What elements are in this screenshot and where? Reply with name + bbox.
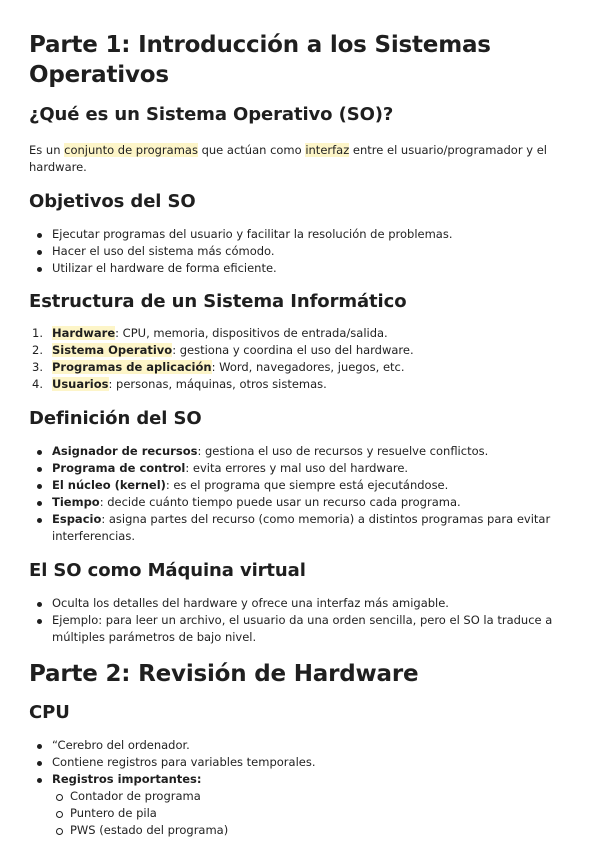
what-is-paragraph <box>29 142 570 176</box>
desc: : asigna partes del recurso (como memoria) a distintos programas para evitar interferencias. <box>52 512 551 543</box>
list-item <box>29 443 570 460</box>
objetivos-list <box>29 226 570 277</box>
list-item: Ejecutar programas del usuario y facilitar la resolución de problemas. <box>29 226 570 243</box>
item-number: 3. <box>32 360 43 374</box>
desc: : es el programa que siempre está ejecutándose. <box>165 478 449 492</box>
what-is-text-3: entre el usuario/programador y el hardware. <box>29 143 547 174</box>
maquina-heading: El SO como Máquina virtual <box>29 560 306 581</box>
desc: : gestiona y coordina el uso del hardware. <box>172 343 414 357</box>
desc: : Word, navegadores, juegos, etc. <box>211 360 405 374</box>
definicion-list <box>29 443 570 545</box>
list-item: PWS (estado del programa) <box>52 822 570 839</box>
registros-list <box>52 788 570 839</box>
list-item <box>29 511 570 545</box>
list-item: Utilizar el hardware de forma eficiente. <box>29 260 570 277</box>
term: Asignador de recursos <box>52 444 198 458</box>
estructura-heading: Estructura de un Sistema Informático <box>29 291 407 312</box>
list-item <box>29 771 570 839</box>
list-item <box>29 376 570 393</box>
list-item <box>29 460 570 477</box>
desc: : evita errores y mal uso del hardware. <box>185 461 409 475</box>
registros-label: Registros importantes: <box>52 772 202 786</box>
term: Espacio <box>52 512 102 526</box>
objetivos-heading: Objetivos del SO <box>29 191 196 212</box>
estructura-list <box>29 325 570 393</box>
term: Programas de aplicación <box>52 360 212 374</box>
highlight-interfaz: interfaz <box>305 143 350 157</box>
term: Hardware <box>52 326 116 340</box>
cpu-list <box>29 737 570 839</box>
maquina-list <box>29 595 570 646</box>
list-item: Contador de programa <box>52 788 570 805</box>
list-item: Ejemplo: para leer un archivo, el usuario da una orden sencilla, pero el SO la traduce a múltiples parámetros de bajo nivel. <box>29 612 570 646</box>
item-number: 2. <box>32 343 43 357</box>
list-item <box>29 342 570 359</box>
what-is-text-2: que actúan como <box>197 143 306 157</box>
part2-title: Parte 2: Revisión de Hardware <box>29 661 419 687</box>
term: El núcleo (kernel) <box>52 478 166 492</box>
term: Tiempo <box>52 495 100 509</box>
part1-title: Parte 1: Introducción a los Sistemas Operativos <box>29 32 491 88</box>
item-number: 4. <box>32 377 43 391</box>
cpu-heading: CPU <box>29 702 70 723</box>
list-item <box>29 359 570 376</box>
what-is-heading: ¿Qué es un Sistema Operativo (SO)? <box>29 104 394 125</box>
highlight-conjunto: conjunto de programas <box>64 143 198 157</box>
desc: : decide cuánto tiempo puede usar un recurso cada programa. <box>99 495 461 509</box>
list-item: Puntero de pila <box>52 805 570 822</box>
desc: : personas, máquinas, otros sistemas. <box>108 377 327 391</box>
term: Usuarios <box>52 377 109 391</box>
what-is-text-1: Es un <box>29 143 65 157</box>
item-number: 1. <box>32 326 43 340</box>
list-item <box>29 494 570 511</box>
list-item: Oculta los detalles del hardware y ofrece una interfaz más amigable. <box>29 595 570 612</box>
term: Programa de control <box>52 461 186 475</box>
list-item: Contiene registros para variables temporales. <box>29 754 570 771</box>
list-item: Hacer el uso del sistema más cómodo. <box>29 243 570 260</box>
list-item: “Cerebro del ordenador. <box>29 737 570 754</box>
term: Sistema Operativo <box>52 343 173 357</box>
list-item <box>29 325 570 342</box>
list-item <box>29 477 570 494</box>
desc: : CPU, memoria, dispositivos de entrada/salida. <box>115 326 388 340</box>
definicion-heading: Definición del SO <box>29 408 202 429</box>
desc: : gestiona el uso de recursos y resuelve conflictos. <box>197 444 489 458</box>
